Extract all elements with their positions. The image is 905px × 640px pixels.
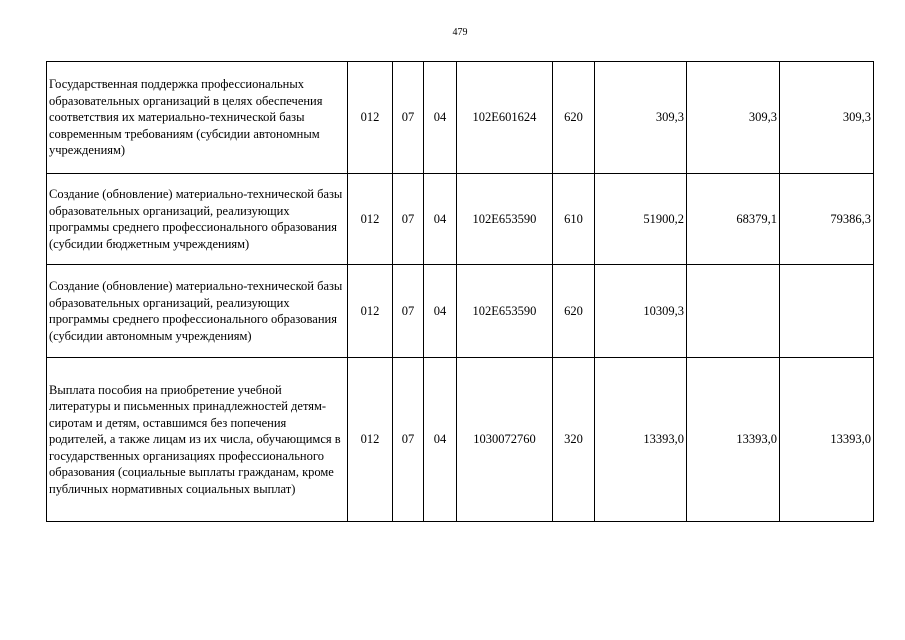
table-row [47, 265, 874, 358]
section-code-cell: 07 [393, 174, 424, 265]
ministry-code-cell: 012 [348, 174, 393, 265]
table-row [47, 174, 874, 265]
amount-year3-cell: 309,3 [780, 62, 874, 174]
subsection-code-cell: 04 [424, 62, 457, 174]
row-name-cell: Создание (обновление) материально-технической базы образовательных организаций, реализующих программы среднего профессионального образования (субсидии автономным учреждениям) [47, 265, 348, 358]
amount-year1-cell: 309,3 [595, 62, 687, 174]
subsection-code-cell: 04 [424, 265, 457, 358]
amount-year3-cell [780, 265, 874, 358]
budget-table [46, 61, 874, 522]
table-row [47, 358, 874, 522]
row-name-cell: Создание (обновление) материально-технической базы образовательных организаций, реализующих программы среднего профессионального образования (субсидии бюджетным учреждениям) [47, 174, 348, 265]
table-row [47, 62, 874, 174]
row-name-cell: Государственная поддержка профессиональных образовательных организаций в целях обеспечения соответствия их материально-технической базы современным требованиям (субсидии автономным учреждениям) [47, 62, 348, 174]
expense-type-code-cell: 320 [553, 358, 595, 522]
amount-year2-cell: 13393,0 [687, 358, 780, 522]
target-article-code-cell: 102E601624 [457, 62, 553, 174]
amount-year1-cell: 51900,2 [595, 174, 687, 265]
expense-type-code-cell: 620 [553, 62, 595, 174]
ministry-code-cell: 012 [348, 265, 393, 358]
section-code-cell: 07 [393, 62, 424, 174]
ministry-code-cell: 012 [348, 62, 393, 174]
target-article-code-cell: 102E653590 [457, 174, 553, 265]
amount-year1-cell: 13393,0 [595, 358, 687, 522]
amount-year2-cell [687, 265, 780, 358]
subsection-code-cell: 04 [424, 358, 457, 522]
amount-year3-cell: 13393,0 [780, 358, 874, 522]
section-code-cell: 07 [393, 358, 424, 522]
amount-year1-cell: 10309,3 [595, 265, 687, 358]
amount-year2-cell: 309,3 [687, 62, 780, 174]
amount-year2-cell: 68379,1 [687, 174, 780, 265]
amount-year3-cell: 79386,3 [780, 174, 874, 265]
ministry-code-cell: 012 [348, 358, 393, 522]
expense-type-code-cell: 620 [553, 265, 595, 358]
page-number: 479 [452, 27, 468, 38]
row-name-cell: Выплата пособия на приобретение учебной литературы и письменных принадлежностей детям-сиротам и детям, оставшимся без попечения родителей, а также лицам из их числа, обучающимся в государственных организациях профессионального образования (социальные выплаты гражданам, кроме публичных нормативных социальных выплат) [47, 358, 348, 522]
expense-type-code-cell: 610 [553, 174, 595, 265]
subsection-code-cell: 04 [424, 174, 457, 265]
target-article-code-cell: 1030072760 [457, 358, 553, 522]
section-code-cell: 07 [393, 265, 424, 358]
target-article-code-cell: 102E653590 [457, 265, 553, 358]
